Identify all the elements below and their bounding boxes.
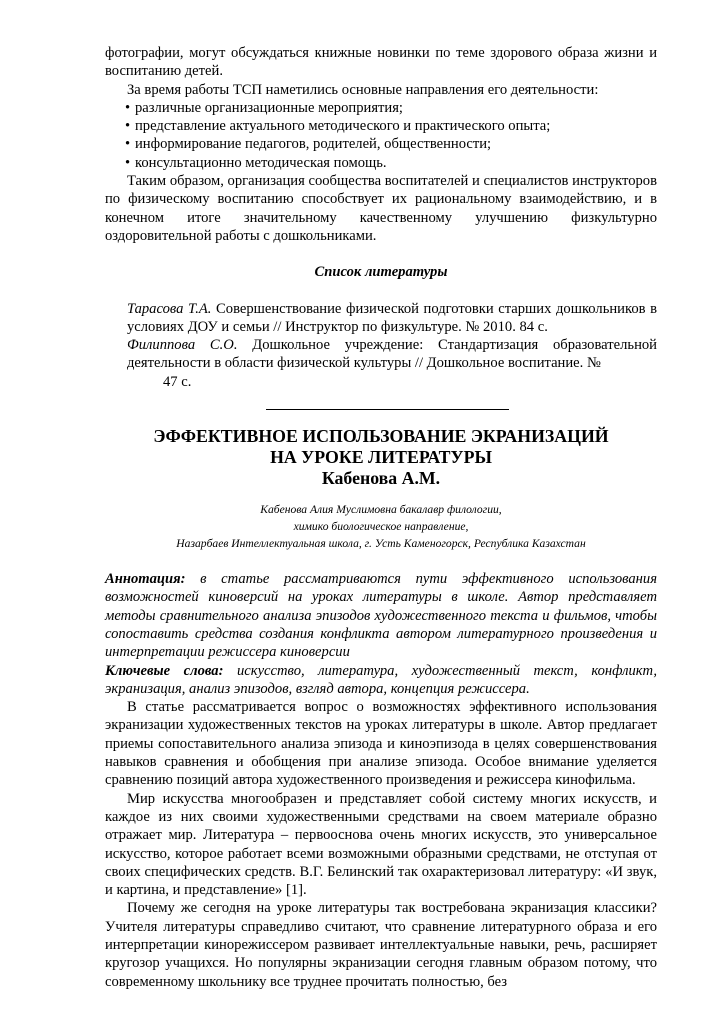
abstract xyxy=(105,570,657,661)
section-divider xyxy=(266,409,509,410)
bullet-icon: • xyxy=(125,99,131,116)
intro-paragraph-2: За время работы ТСП наметились основные направления его деятельности: xyxy=(127,81,599,98)
list-item xyxy=(105,117,657,135)
list-item xyxy=(105,99,657,117)
body-paragraph: Мир искусства многообразен и представляет собой систему многих искусств, и каждое из них своими художественными средствами на своем материале образно отражает мир. Литература – первооснова очень многих искусств, это универсальное искусство, которое работает всеми возможными образными средствами, не отступая от своих специфических средств. В.Г. Белинский так охарактеризовал литературу: «И звук, и картина, и представление» [1]. xyxy=(105,790,657,899)
list-item-text: информирование педагогов, родителей, общественности; xyxy=(135,136,492,153)
affiliation-line-3: Назарбаев Интеллектуальная школа, г. Усть Каменогорск, Республика Казахстан xyxy=(176,537,586,551)
bullet-icon: • xyxy=(125,118,131,135)
author-affiliation xyxy=(105,501,657,552)
keywords-text: искусство, литература, художественный текст, конфликт, экранизация, анализ эпизодов, взгляд автора, концепция режиссера. xyxy=(105,662,657,697)
reference-tail: 47 с. xyxy=(163,373,192,390)
reference-author: Филиппова С.О. xyxy=(127,337,238,354)
article-title-line-1: ЭФФЕКТИВНОЕ ИСПОЛЬЗОВАНИЕ ЭКРАНИЗАЦИЙ xyxy=(153,426,609,447)
list-item xyxy=(105,154,657,172)
affiliation-line-1: Кабенова Алия Муслимовна бакалавр филологии, xyxy=(260,503,502,517)
affiliation-line-2: химико биологическое направление, xyxy=(293,520,469,534)
reference-item xyxy=(127,336,657,373)
reference-text: Совершенствование физической подготовки старших дошкольников в условиях ДОУ и семьи // Инструктор по физкультуре. № 2010. 84 с. xyxy=(127,300,657,335)
abstract-label: Аннотация: xyxy=(105,571,186,588)
article-author: Кабенова А.М. xyxy=(321,468,441,489)
intro-paragraph-1: фотографии, могут обсуждаться книжные новинки по теме здорового образа жизни и воспитанию детей. xyxy=(105,45,657,80)
references-heading: Список литературы xyxy=(314,264,448,281)
references-list xyxy=(105,300,657,391)
bullet-icon: • xyxy=(125,154,131,171)
keywords xyxy=(105,662,657,699)
intro-paragraph-3: Таким образом, организация сообщества воспитателей и специалистов инструкторов по физическому воспитанию способствует их рациональному взаимодействию, и в конечном итоге значительному качественному улучшению физкультурно оздоровительной работы с дошкольниками. xyxy=(105,173,657,244)
reference-text: Дошкольное учреждение: Стандартизация образовательной деятельности в области физической культуры // Дошкольное воспитание. № xyxy=(127,337,657,372)
list-item-text: различные организационные мероприятия; xyxy=(135,99,403,116)
list-item xyxy=(105,135,657,153)
article-title-line-2: НА УРОКЕ ЛИТЕРАТУРЫ xyxy=(270,447,492,468)
list-item-text: консультационно методическая помощь. xyxy=(135,154,387,171)
body-paragraph: Почему же сегодня на уроке литературы так востребована экранизация классики? Учителя литературы справедливо считают, что сравнение литературного образа и его интерпретации кинорежиссером развивает интеллектуальные навыки, речь, расширяет кругозор учащихся. Но популярны экранизации сегодня главным образом потому, что современному школьнику все труднее прочитать полностью, без xyxy=(105,900,657,990)
body-paragraph: В статье рассматривается вопрос о возможностях эффективного использования экранизации художественных текстов на уроках литературы в школе. Автор предлагает приемы сопоставительного анализа эпизода и киноэпизода в целях совершенствования навыков сравнения и обобщения при анализе эпизода. Особое внимание уделяется сравнению позиций автора художественного произведения и режиссера кинофильма. xyxy=(105,699,657,789)
bullet-icon: • xyxy=(125,136,131,153)
keywords-label: Ключевые слова: xyxy=(105,662,224,679)
reference-item xyxy=(127,300,657,337)
article-title xyxy=(105,426,657,468)
abstract-text: в статье рассматриваются пути эффективного использования возможностей киноверсий на уроках литературы в школе. Автор представляет методы сравнительного анализа эпизодов художественного текста и фильмов, чтобы сопоставить средства создания конфликта автором литературного произведения и интерпретации режиссера киноверсии xyxy=(105,571,657,661)
list-item-text: представление актуального методического и практического опыта; xyxy=(135,118,551,135)
document-page xyxy=(105,44,657,991)
reference-author: Тарасова Т.А. xyxy=(127,300,212,317)
